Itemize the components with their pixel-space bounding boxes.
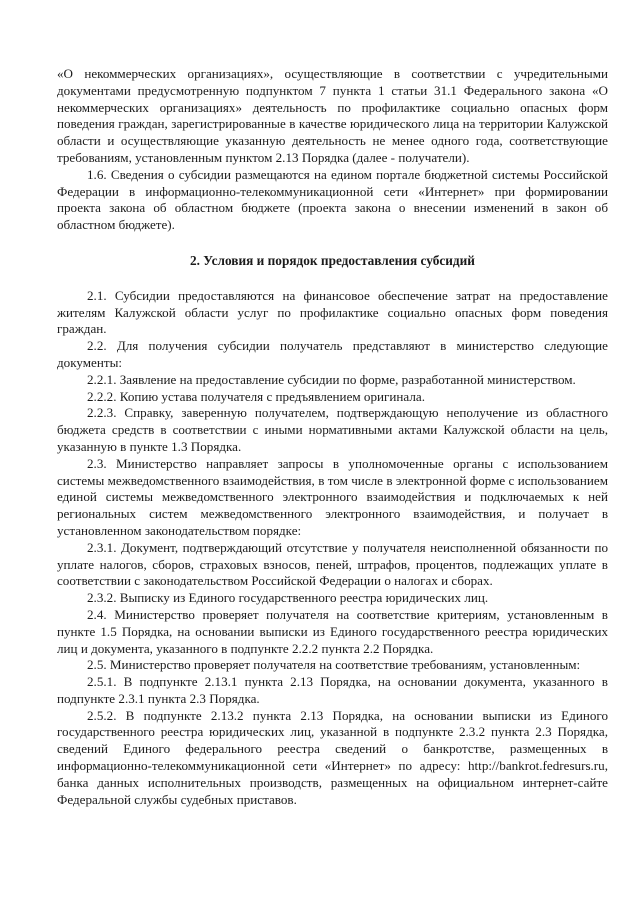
section-heading: 2. Условия и порядок предоставления субсидий [190, 252, 475, 268]
paragraph-1-6: 1.6. Сведения о субсидии размещаются на едином портале бюджетной системы Российской Федерации в информационно-телекоммуникационной сети «Интернет» при формировании проекта закона об областном бюджете (проекта закона о внесении изменений в закон об областном бюджете). [57, 166, 608, 233]
paragraph-1-5-continuation: «О некоммерческих организациях», осуществляющие в соответствии с учредительными документами предусмотренную подпунктом 7 пункта 1 статьи 31.1 Федерального закона «О некоммерческих организациях» деятельность по профилактике социально опасных форм поведения граждан, зарегистрированные в качестве юридического лица на территории Калужской области и осуществляющие указанную деятельность не менее одного года, соответствующие требованиям, установленным пунктом 2.13 Порядка (далее - получатели). [57, 66, 608, 165]
paragraph-2-5-1: 2.5.1. В подпункте 2.13.1 пункта 2.13 Порядка, на основании документа, указанного в подпункте 2.3.1 пункта 2.3 Порядка. [57, 674, 608, 706]
paragraph-2-3-1: 2.3.1. Документ, подтверждающий отсутствие у получателя неисполненной обязанности по уплате налогов, сборов, страховых взносов, пеней, штрафов, процентов, подлежащих уплате в соответствии с законодательством Российской Федерации о налогах и сборах. [57, 539, 608, 589]
paragraph-2-3: 2.3. Министерство направляет запросы в уполномоченные органы с использованием системы межведомственного взаимодействия, в том числе в электронной форме с использованием единой системы межведомственного электронного взаимодействия и подключаемых к ней региональных систем межведомственного электронного взаимодействия, и получает в установленном законодательством порядке: [57, 455, 608, 538]
paragraph-2-1: 2.1. Субсидии предоставляются на финансовое обеспечение затрат на предоставление жителям Калужской области услуг по профилактике социально опасных форм поведения граждан. [57, 287, 608, 337]
paragraph-2-2-1: 2.2.1. Заявление на предоставление субсидии по форме, разработанной министерством. [87, 371, 576, 387]
paragraph-2-2-2: 2.2.2. Копию устава получателя с предъявлением оригинала. [87, 388, 425, 404]
paragraph-2-4: 2.4. Министерство проверяет получателя на соответствие критериям, установленным в пункте 1.5 Порядка, на основании выписки из Единого государственного реестра юридических лиц и документа, указанного в подпункте 2.2.2 пункта 2.2 Порядка. [57, 606, 608, 656]
paragraph-2-5: 2.5. Министерство проверяет получателя на соответствие требованиям, установленным: [87, 657, 581, 673]
paragraph-2-3-2: 2.3.2. Выписку из Единого государственного реестра юридических лиц. [87, 590, 489, 606]
paragraph-2-2: 2.2. Для получения субсидии получатель представляют в министерство следующие документы: [57, 338, 608, 370]
paragraph-2-5-2: 2.5.2. В подпункте 2.13.2 пункта 2.13 Порядка, на основании выписки из Единого государственного реестра юридических лиц, указанной в подпункте 2.3.2 пункта 2.3 Порядка, сведений Единого федерального реестра сведений о банкротстве, размещенных в информационно-телекоммуникационной сети «Интернет» по адресу: http://bankrot.fedresurs.ru, банка данных исполнительных производств, размещенных на официальном интернет-сайте Федеральной службы судебных приставов. [57, 707, 608, 807]
paragraph-2-2-3: 2.2.3. Справку, заверенную получателем, подтверждающую неполучение из областного бюджета средств в соответствии с иными нормативными актами Калужской области на цель, указанную в пункте 1.3 Порядка. [57, 405, 608, 454]
document-page [57, 66, 608, 808]
